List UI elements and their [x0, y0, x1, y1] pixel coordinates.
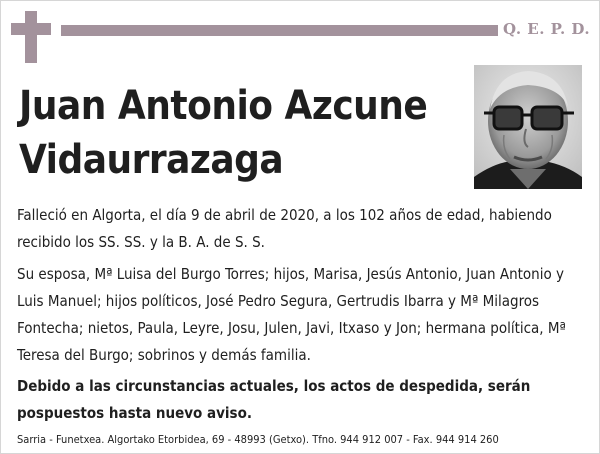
cross-horizontal-bar: [11, 23, 51, 35]
family-list-text: Su esposa, Mª Luisa del Burgo Torres; hijos, Marisa, Jesús Antonio, Juan Antonio y Luis Manuel; hijos políticos, José Pedro Segura, Gertrudis Ibarra y Mª Milagros Fontecha; nietos, Paula, Leyre, Josu, Julen, Javi, Itxaso y Jon; hermana política, Mª Teresa del Burgo; sobrinos y demás familia.: [17, 265, 566, 364]
funeral-home-info: Sarria - Funetxea. Algortako Etorbidea, 69 - 48993 (Getxo). Tfno. 944 912 007 - Fax. 944 914 260: [17, 433, 499, 446]
ceremony-notice-text: Debido a las circunstancias actuales, los actos de despedida, serán pospuestos hasta nuevo aviso.: [17, 377, 531, 422]
cross-vertical-bar: [25, 11, 37, 63]
portrait-image: [474, 65, 582, 189]
header-divider-bar: [61, 25, 498, 36]
death-announcement-text: Falleció en Algorta, el día 9 de abril de 2020, a los 102 años de edad, habiendo recibido los SS. SS. y la B. A. de S. S.: [17, 206, 552, 251]
deceased-name: [19, 79, 469, 187]
deceased-photo: [474, 65, 582, 189]
qepd-label: Q. E. P. D.: [503, 20, 591, 38]
deceased-name-line2: Vidaurrazaga: [19, 137, 284, 183]
deceased-name-line1: Juan Antonio Azcune: [19, 83, 428, 129]
